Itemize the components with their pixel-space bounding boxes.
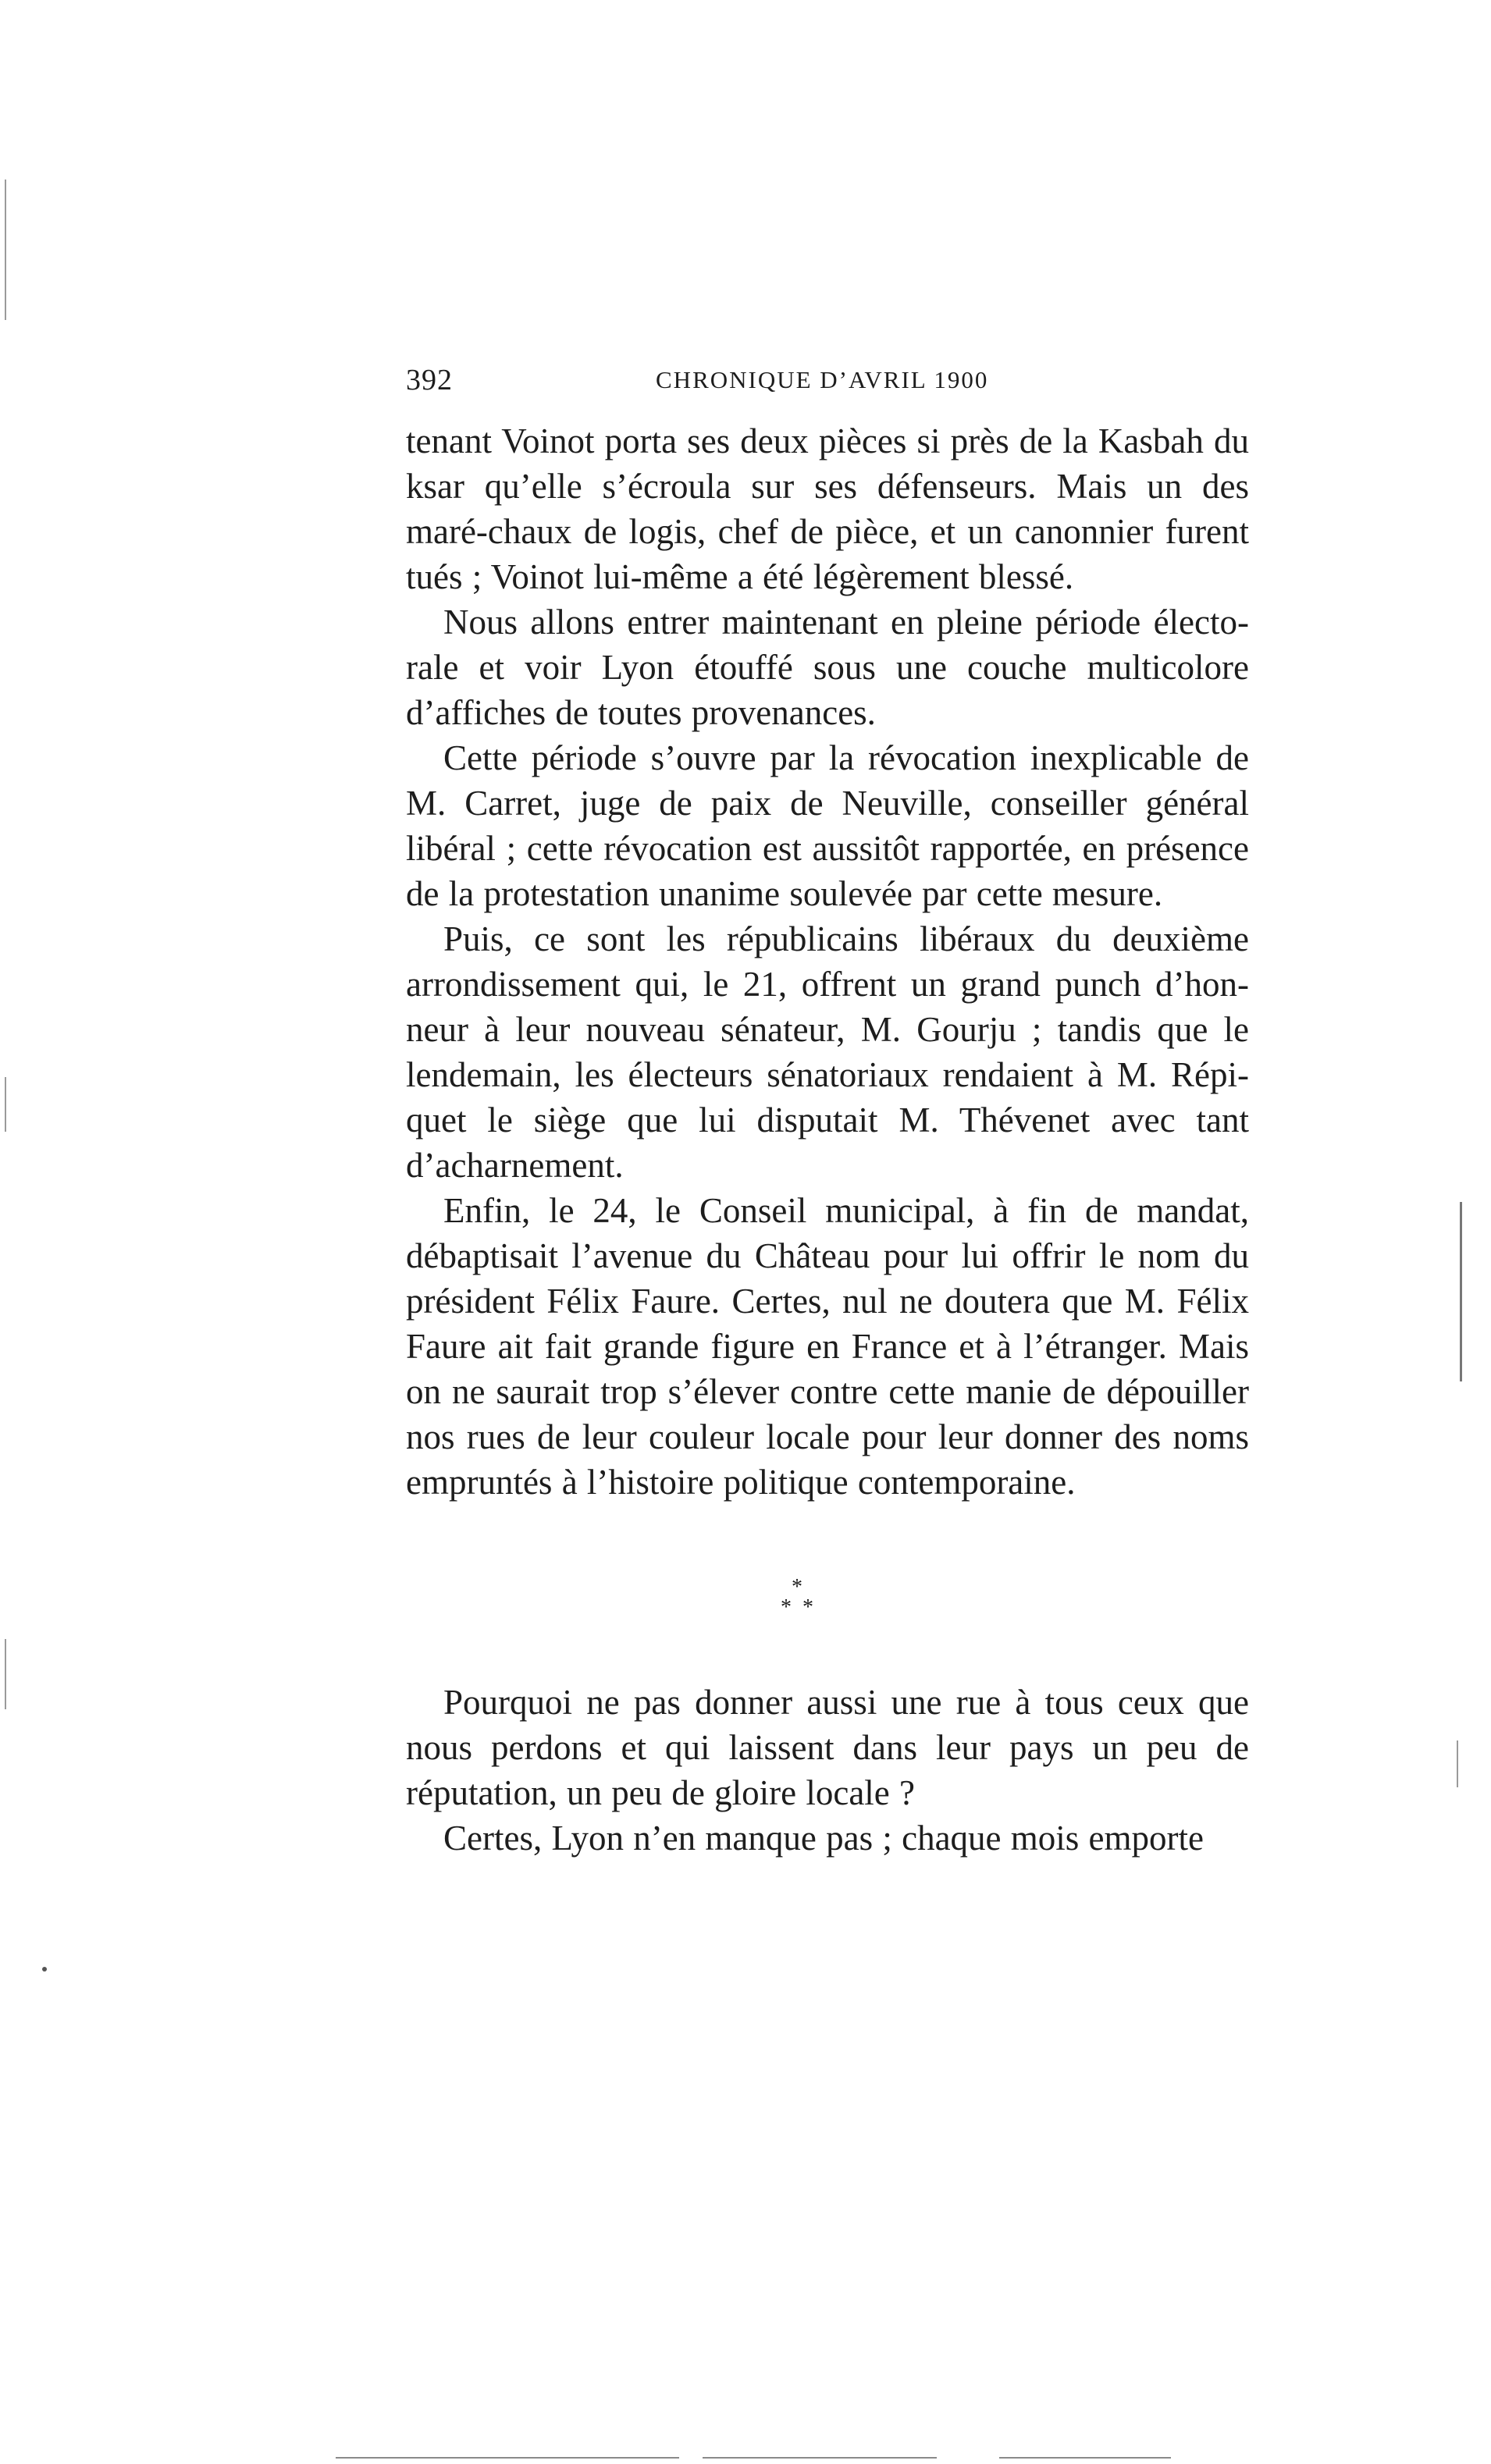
scan-speck	[42, 1967, 47, 1972]
paragraph: Certes, Lyon n’en manque pas ; chaque mois emporte	[443, 1819, 1204, 1858]
scan-bottom-edge	[999, 2457, 1171, 2459]
paragraph: Pourquoi ne pas donner aussi une rue à tous ceux que nous perdons et qui laissent dans leur pays un peu de réputation, un peu de gloire locale ?	[406, 1683, 1249, 1812]
scan-margin-mark	[5, 180, 6, 320]
main-text-block	[406, 418, 1249, 1505]
asterism-star: *	[792, 1575, 802, 1599]
scan-margin-mark	[5, 1639, 6, 1709]
scan-bottom-edge	[703, 2457, 937, 2459]
scan-bottom-edge	[336, 2457, 679, 2459]
paragraph: Nous allons entrer maintenant en pleine période électo-rale et voir Lyon étouffé sous une couche multicolore d’affiches de toutes provenances.	[406, 603, 1249, 732]
page-number: 392	[406, 364, 453, 396]
asterism-star: *	[781, 1595, 792, 1620]
page-header	[406, 361, 1249, 400]
scan-margin-mark	[5, 1077, 6, 1132]
paragraph-continuation: tenant Voinot porta ses deux pièces si près de la Kasbah du ksar qu’elle s’écroula sur ses défenseurs. Mais un des maré-chaux de logis, chef de pièce, et un canonnier furent tués ; Voinot lui-même a été légèrement blessé.	[406, 421, 1249, 596]
paragraph: Enfin, le 24, le Conseil municipal, à fin de mandat, débaptisait l’avenue du Château pour lui offrir le nom du président Félix Faure. Certes, nul ne doutera que M. Félix Faure ait fait grande figure en France et à l’étranger. Mais on ne saurait trop s’élever contre cette manie de dépouiller nos rues de leur couleur locale pour leur donner des noms empruntés à l’histoire politique contemporaine.	[406, 1191, 1249, 1502]
asterism-star: *	[802, 1595, 813, 1620]
paragraph: Cette période s’ouvre par la révocation inexplicable de M. Carret, juge de paix de Neuville, conseiller général libéral ; cette révocation est aussitôt rapportée, en présence de la protestation unanime soulevée par cette mesure.	[406, 738, 1249, 913]
secondary-text-block	[406, 1680, 1249, 1861]
scan-margin-mark	[1460, 1202, 1462, 1381]
running-title: CHRONIQUE D’AVRIL 1900	[656, 366, 989, 393]
paragraph: Puis, ce sont les républicains libéraux du deuxième arrondissement qui, le 21, offrent un grand punch d’hon-neur à leur nouveau sénateur, M. Gourju ; tandis que le lendemain, les électeurs sénatoriaux rendaient à M. Répi-quet le siège que lui disputait M. Thévenet avec tant d’acharnement.	[406, 919, 1249, 1185]
section-separator-asterism	[765, 1577, 859, 1639]
scan-margin-mark	[1457, 1740, 1458, 1787]
